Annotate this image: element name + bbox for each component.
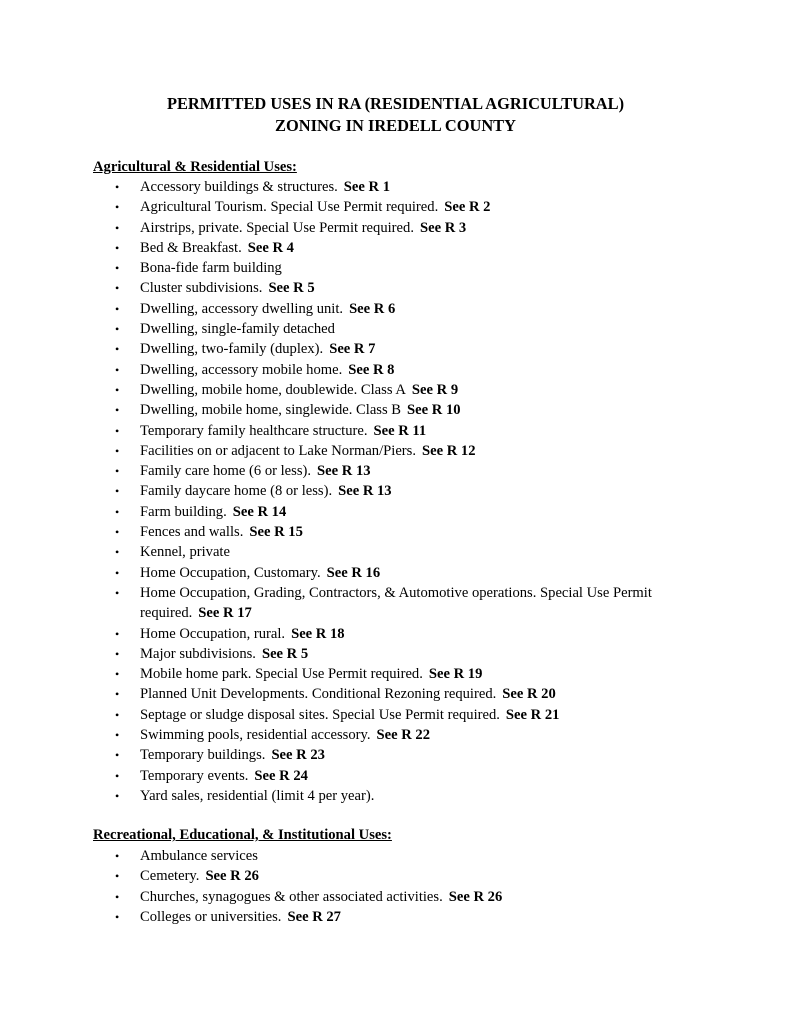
item-reference: See R 20 [502, 686, 556, 703]
list-item [0, 887, 791, 907]
item-reference: See R 26 [448, 888, 503, 905]
bullet-icon: • [115, 545, 120, 560]
item-text: Dwelling, mobile home, doublewide. Class A [140, 381, 406, 398]
bullet-icon: • [115, 240, 120, 255]
item-text: Yard sales, residential (limit 4 per year). [140, 787, 375, 804]
bullet-icon: • [115, 667, 120, 682]
list-item [0, 278, 791, 298]
bullet-icon: • [115, 261, 120, 276]
section-heading-agricultural-residential: Agricultural & Residential Uses: [93, 159, 297, 175]
bullet-icon: • [115, 484, 120, 499]
list-item [0, 400, 791, 420]
section-heading-recreational-educational-institutional: Recreational, Educational, & Institutional Uses: [93, 827, 392, 843]
list-item [0, 866, 791, 886]
list-item [0, 563, 791, 583]
page-title [0, 93, 791, 137]
item-reference: See R 13 [338, 483, 392, 500]
list-item [0, 461, 791, 481]
bullet-icon: • [115, 646, 120, 661]
item-text: Bona-fide farm building [140, 260, 282, 277]
list-item [0, 684, 791, 704]
item-text: Swimming pools, residential accessory. [140, 727, 371, 744]
list-item [0, 481, 791, 501]
item-text: Home Occupation, Customary. [140, 564, 321, 581]
item-reference: See R 1 [343, 179, 391, 195]
list-item [0, 522, 791, 542]
bullet-icon: • [115, 909, 120, 924]
list-item [0, 441, 791, 461]
list-item [0, 766, 791, 786]
list-item [0, 421, 791, 441]
item-reference: See R 4 [247, 239, 294, 256]
bullet-icon: • [115, 504, 120, 519]
list-item [0, 583, 791, 624]
item-text: Dwelling, accessory mobile home. [140, 361, 343, 378]
bullet-icon: • [115, 869, 120, 884]
list-item [0, 644, 791, 664]
list-item [0, 299, 791, 319]
item-reference: See R 7 [329, 341, 376, 358]
item-text: Dwelling, mobile home, singlewide. Class B [140, 402, 402, 419]
item-reference: See R 5 [261, 645, 309, 662]
item-text: Farm building. [140, 503, 227, 520]
item-text: Accessory buildings & structures. [140, 179, 338, 195]
bullet-icon: • [115, 748, 120, 763]
list-item [0, 542, 791, 562]
bullet-icon: • [115, 382, 120, 397]
item-reference: See R 8 [348, 361, 395, 378]
bullet-icon: • [115, 626, 120, 641]
bullet-icon: • [115, 849, 120, 863]
item-reference: See R 18 [291, 625, 345, 642]
bullet-icon: • [115, 464, 120, 479]
item-text: Major subdivisions. [140, 645, 256, 662]
item-reference: See R 26 [205, 868, 259, 885]
item-text: Mobile home park. Special Use Permit required. [140, 666, 423, 683]
item-reference: See R 17 [198, 605, 252, 622]
bullet-icon: • [115, 281, 120, 296]
list-item [0, 705, 791, 725]
item-reference: See R 13 [317, 463, 371, 480]
item-reference: See R 2 [444, 199, 491, 216]
item-text: Planned Unit Developments. Conditional Rezoning required. [140, 686, 497, 703]
item-reference: See R 14 [232, 503, 287, 520]
bullet-icon: • [115, 728, 120, 743]
list-item [0, 177, 791, 197]
agricultural-residential-uses-list [0, 177, 791, 806]
item-text: Home Occupation, rural. [140, 625, 286, 642]
bullet-icon: • [115, 565, 120, 580]
list-item [0, 502, 791, 522]
list-item [0, 319, 791, 339]
item-reference: See R 6 [349, 300, 396, 317]
bullet-icon: • [115, 707, 120, 722]
item-text: Ambulance services [140, 848, 258, 864]
bullet-icon: • [115, 322, 120, 337]
list-item [0, 238, 791, 258]
item-text: Colleges or universities. [140, 908, 282, 925]
bullet-icon: • [115, 889, 120, 904]
item-reference: See R 16 [326, 564, 381, 581]
item-text: Agricultural Tourism. Special Use Permit required. [140, 199, 439, 216]
item-reference: See R 21 [505, 706, 560, 723]
bullet-icon: • [115, 220, 120, 235]
bullet-icon: • [115, 687, 120, 702]
list-item [0, 339, 791, 359]
list-item [0, 360, 791, 380]
recreational-educational-institutional-uses-list [0, 846, 791, 927]
bullet-icon: • [115, 301, 120, 316]
item-text: Airstrips, private. Special Use Permit required. [140, 219, 414, 236]
item-text: Churches, synagogues & other associated activities. [140, 888, 443, 905]
bullet-icon: • [115, 342, 120, 357]
item-text: Temporary events. [140, 767, 249, 784]
item-text: Facilities on or adjacent to Lake Norman/Piers. [140, 442, 416, 459]
item-text: Family care home (6 or less). [140, 463, 312, 480]
bullet-icon: • [115, 525, 120, 540]
page-title-line-1: PERMITTED USES IN RA (RESIDENTIAL AGRICULTURAL) [166, 94, 625, 113]
bullet-icon: • [115, 768, 120, 783]
item-text: Fences and walls. [140, 524, 244, 541]
bullet-icon: • [115, 362, 120, 377]
bullet-icon: • [115, 423, 120, 438]
item-text: Temporary buildings. [140, 747, 266, 764]
bullet-icon: • [115, 585, 120, 600]
item-reference: See R 15 [249, 524, 303, 541]
bullet-icon: • [115, 200, 120, 215]
item-reference: See R 23 [271, 747, 325, 764]
page-title-line-2: ZONING IN IREDELL COUNTY [275, 116, 516, 135]
item-reference: See R 10 [407, 402, 461, 419]
item-reference: See R 9 [411, 381, 459, 398]
list-item [0, 380, 791, 400]
item-reference: See R 3 [419, 219, 467, 236]
list-item [0, 624, 791, 644]
item-text: Home Occupation, Grading, Contractors, & Automotive operations. Special Use Permit required. [140, 584, 652, 622]
item-text: Dwelling, accessory dwelling unit. [140, 300, 344, 317]
bullet-icon: • [115, 180, 120, 194]
list-item [0, 197, 791, 217]
item-reference: See R 19 [428, 666, 483, 683]
item-text: Septage or sludge disposal sites. Special Use Permit required. [140, 706, 500, 723]
item-reference: See R 5 [268, 280, 315, 297]
item-text: Kennel, private [140, 544, 230, 561]
item-text: Cluster subdivisions. [140, 280, 263, 297]
list-item [0, 907, 791, 927]
item-text: Bed & Breakfast. [140, 239, 242, 256]
item-text: Temporary family healthcare structure. [140, 422, 368, 439]
item-text: Family daycare home (8 or less). [140, 483, 333, 500]
list-item [0, 725, 791, 745]
list-item [0, 846, 791, 866]
item-text: Dwelling, single-family detached [140, 321, 335, 338]
item-reference: See R 22 [376, 727, 431, 744]
item-reference: See R 24 [254, 767, 308, 784]
item-reference: See R 27 [287, 908, 341, 925]
list-item [0, 218, 791, 238]
list-item [0, 786, 791, 806]
item-reference: See R 12 [421, 442, 476, 459]
list-item [0, 258, 791, 278]
item-text: Dwelling, two-family (duplex). [140, 341, 324, 358]
list-item [0, 664, 791, 684]
item-reference: See R 11 [373, 422, 427, 439]
list-item [0, 745, 791, 765]
bullet-icon: • [115, 788, 120, 803]
item-text: Cemetery. [140, 868, 200, 885]
bullet-icon: • [115, 403, 120, 418]
bullet-icon: • [115, 443, 120, 458]
